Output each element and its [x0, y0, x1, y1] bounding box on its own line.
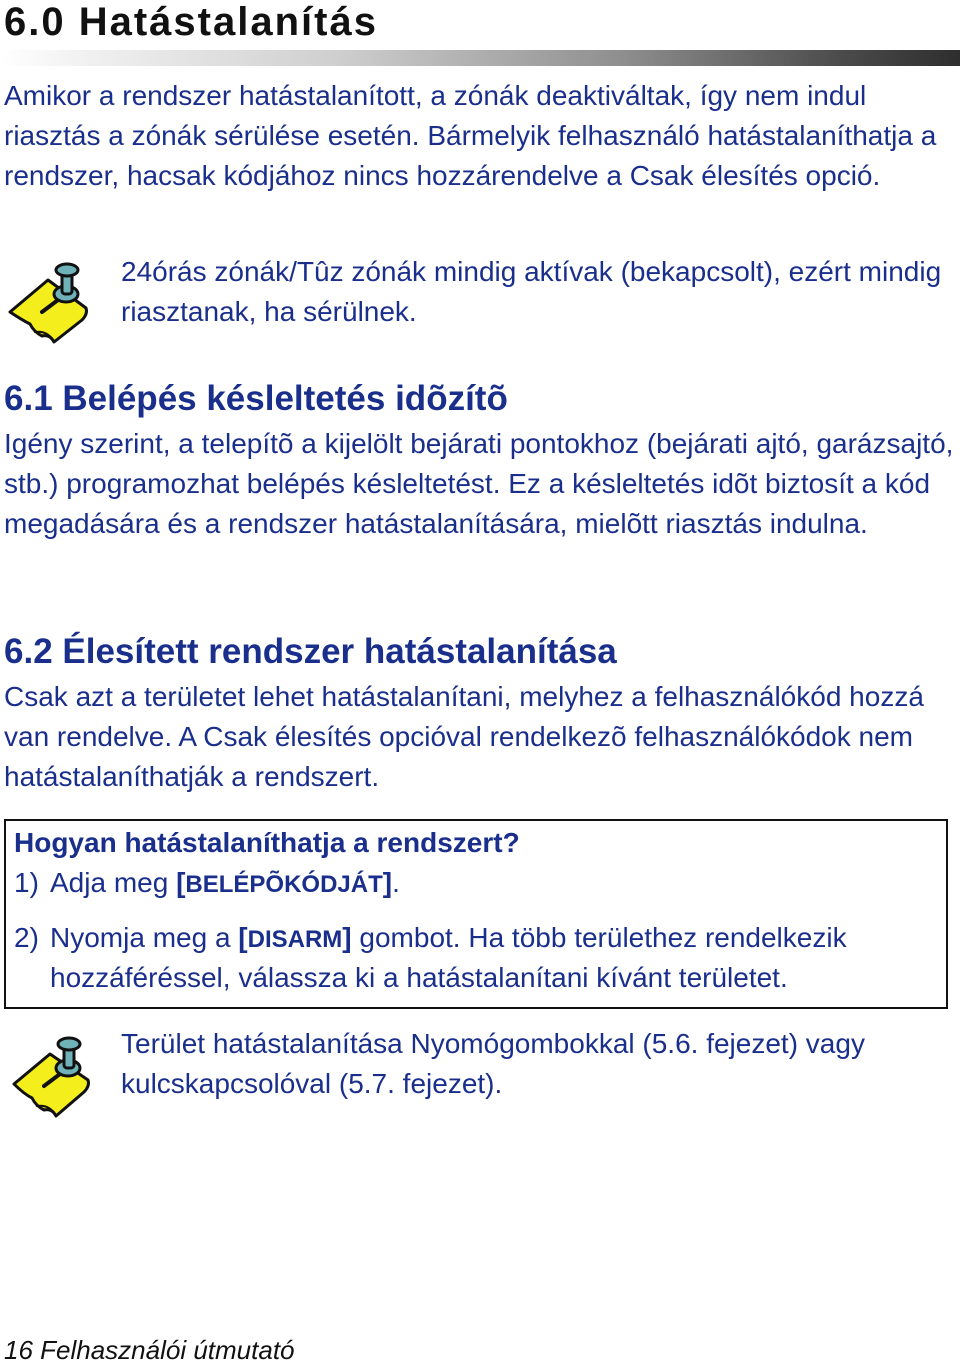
title-gradient-rule — [0, 50, 960, 66]
key-open-bracket: [ — [176, 867, 186, 898]
howto-step — [14, 919, 934, 997]
intro-paragraph: Amikor a rendszer hatástalanított, a zónák deaktiváltak, így nem indul riasztás a zónák sérülése esetén. Bármelyik felhasználó hatástalaníthatja a rendszer, hacsak kódjához nincs hozzárendelve a Csak élesítés opció. — [4, 80, 937, 191]
note-text: Terület hatástalanítása Nyomógombokkal (5.6. fejezet) vagy kulcskapcsolóval (5.7. fejezet). — [121, 1028, 865, 1099]
note-text: 24órás zónák/Tûz zónák mindig aktívak (bekapcsolt), ezért mindig riasztanak, ha sérülnek. — [121, 256, 942, 327]
step-text: . — [392, 867, 400, 898]
key-close-bracket: ] — [382, 867, 393, 898]
section-body: Csak azt a területet lehet hatástalanítani, melyhez a felhasználókód hozzá van rendelve. A Csak élesítés opcióval rendelkezõ felhasználókódok nem hatástalaníthatják a rendszert. — [4, 681, 924, 792]
step-text: Adja meg — [50, 867, 177, 898]
key-label: BELÉPÕKÓDJÁT — [185, 871, 383, 898]
pushpin-note-icon — [4, 1024, 100, 1120]
section-heading: 6.1 Belépés késleltetés idõzítõ — [4, 379, 508, 418]
section-body: Igény szerint, a telepítõ a kijelölt bejárati pontokhoz (bejárati ajtó, garázsajtó, stb.) programozhat belépés késleltetést. Ez a késleltetés idõt biztosít a kód megadására és a rendszer hatástalanítására, mielõtt riasztás indulna. — [4, 428, 954, 539]
page-title: 6.0 Hatástalanítás — [4, 0, 378, 44]
step-text: gombot. Ha több területhez rendelkezik — [351, 922, 847, 953]
howto-title: Hogyan hatástalaníthatja a rendszert? — [14, 827, 520, 858]
step-text: Nyomja meg a — [50, 922, 239, 953]
key-label: DISARM — [247, 926, 343, 953]
step-number: 2) — [14, 922, 39, 953]
step-number: 1) — [14, 867, 39, 898]
section-heading: 6.2 Élesített rendszer hatástalanítása — [4, 632, 617, 671]
howto-box — [4, 819, 948, 1009]
pushpin-note-icon — [4, 254, 100, 350]
step-text-continuation: hozzáféréssel, válassza ki a hatástalanítani kívánt területet. — [50, 962, 788, 993]
page-footer: 16 Felhasználói útmutató — [4, 1335, 295, 1365]
howto-step — [14, 864, 400, 904]
key-close-bracket: ] — [342, 922, 352, 953]
key-open-bracket: [ — [238, 922, 248, 953]
